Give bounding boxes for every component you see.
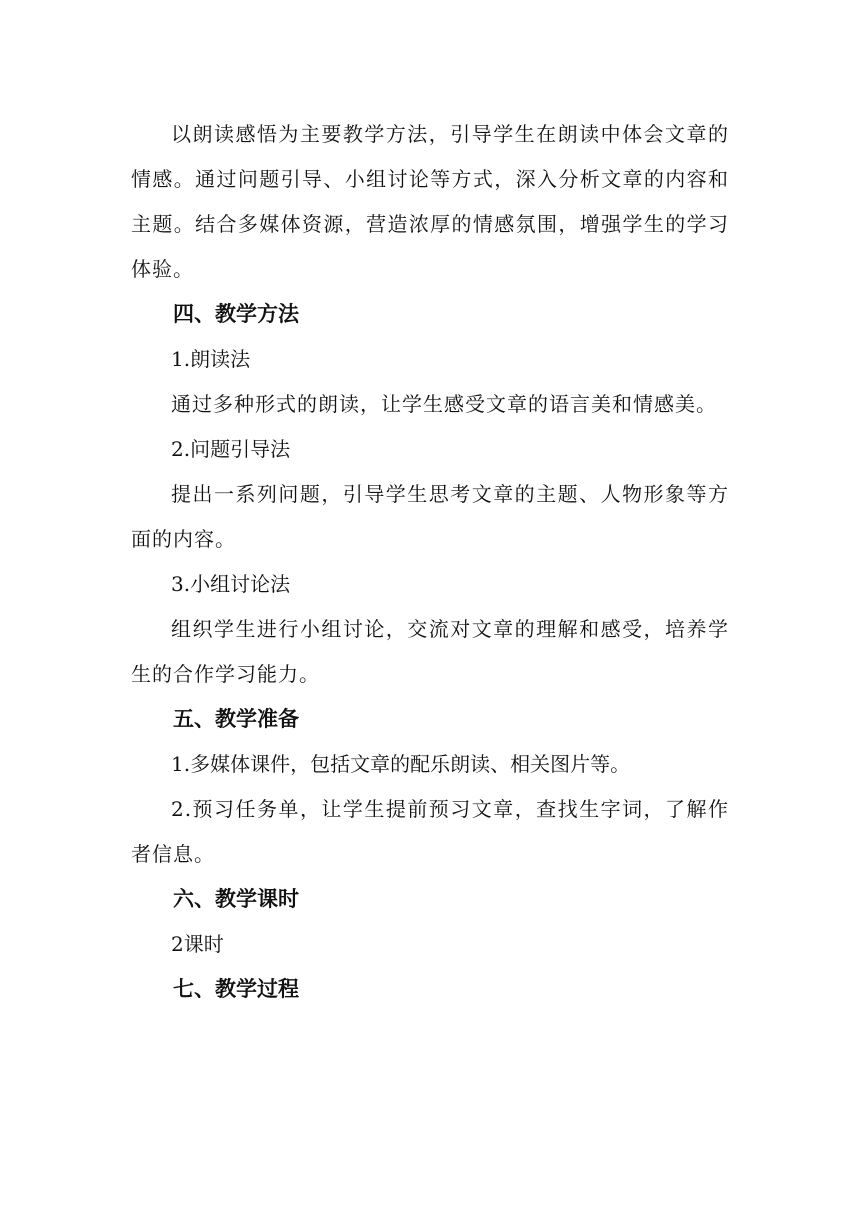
intro-paragraph: 以朗读感悟为主要教学方法，引导学生在朗读中体会文章的情感。通过问题引导、小组讨论等方式，深入分析文章的内容和主题。结合多媒体资源，营造浓厚的情感氛围，增强学生的学习体验。 <box>131 122 729 281</box>
method-text-reading: 通过多种形式的朗读，让学生感受文章的语言美和情感美。 <box>171 392 717 416</box>
preparation-item-2: 2.预习任务单，让学生提前预习文章，查找生字词，了解作者信息。 <box>131 797 729 866</box>
section-heading-teaching-process: 七、教学过程 <box>173 977 299 1001</box>
section-heading-teaching-preparation: 五、教学准备 <box>173 707 299 731</box>
method-title-reading: 1.朗读法 <box>171 347 251 371</box>
method-text-question-guidance: 提出一系列问题，引导学生思考文章的主题、人物形象等方面的内容。 <box>131 482 729 551</box>
method-title-group-discussion: 3.小组讨论法 <box>171 572 291 596</box>
section-heading-class-hours: 六、教学课时 <box>173 887 299 911</box>
section-heading-teaching-methods: 四、教学方法 <box>173 302 299 326</box>
preparation-item-1: 1.多媒体课件，包括文章的配乐朗读、相关图片等。 <box>171 752 631 776</box>
method-title-question-guidance: 2.问题引导法 <box>171 437 291 461</box>
class-hours-text: 2课时 <box>171 932 224 956</box>
method-text-group-discussion: 组织学生进行小组讨论，交流对文章的理解和感受，培养学生的合作学习能力。 <box>131 617 729 686</box>
document-page <box>131 112 729 1012</box>
